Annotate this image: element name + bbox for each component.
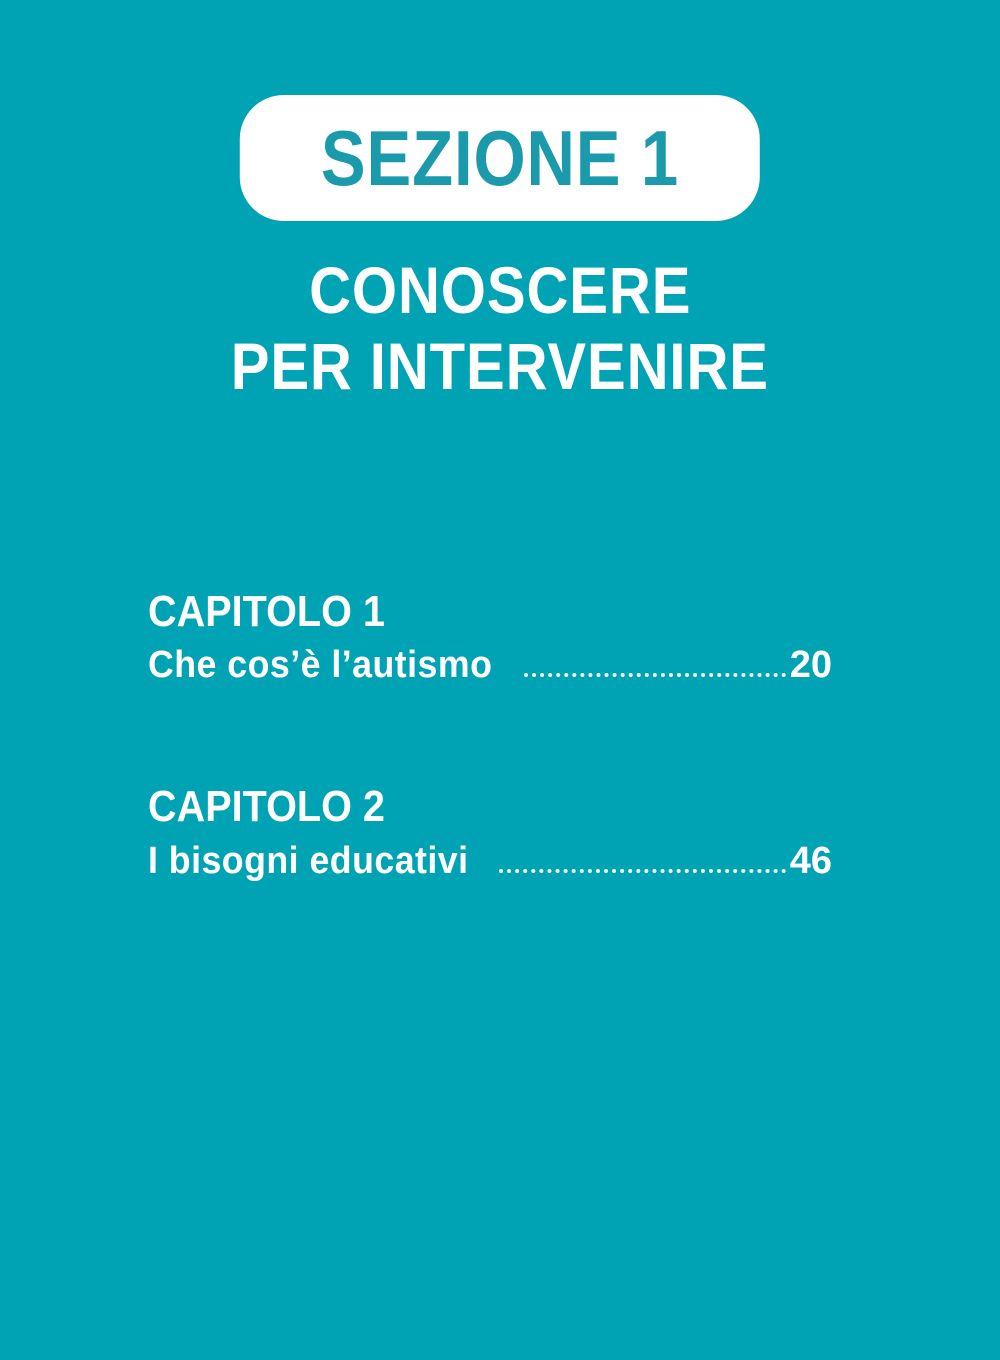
section-title-line1: CONOSCERE [308,253,692,327]
chapter-entry [148,588,832,687]
dotted-leader [524,673,785,677]
section-title-line2: PER INTERVENIRE [230,329,770,403]
chapter-page-number: 46 [789,839,832,882]
chapter-row [148,840,832,883]
chapter-list [148,588,832,979]
chapter-page-number: 20 [789,644,832,687]
chapter-heading: CAPITOLO 1 [148,587,385,636]
chapter-row [148,644,832,687]
chapter-title: Che cos’è l’autismo [148,644,493,687]
chapter-title: I bisogni educativi [148,839,469,882]
section-title [0,252,1000,404]
section-badge-label: SEZIONE 1 [320,114,680,202]
chapter-heading: CAPITOLO 2 [148,782,385,832]
dotted-leader [499,869,786,873]
section-badge [240,95,760,221]
chapter-entry [148,783,832,882]
